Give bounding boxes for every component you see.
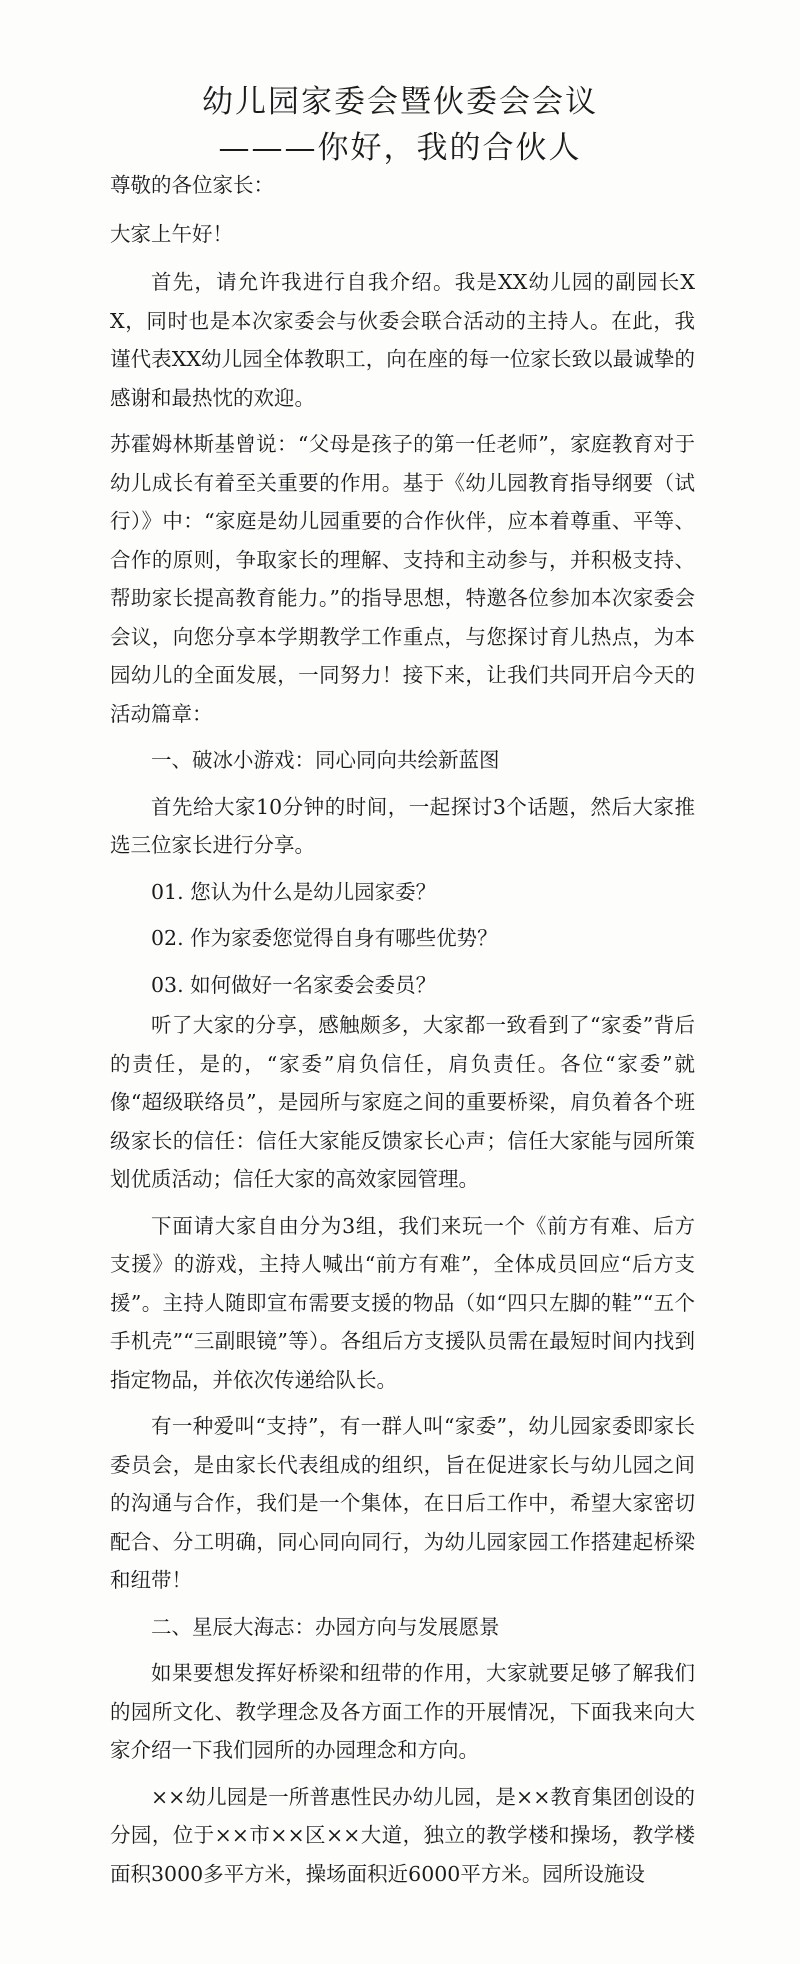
document-subtitle: ———你好，我的合伙人: [218, 130, 582, 166]
paragraph-school-intro: ××幼儿园是一所普惠性民办幼儿园，是××教育集团创设的分园，位于××市××区××大道，独立的教学楼和操场，教学楼面积3000多平方米，操场面积近6000平方米。园所设施设: [110, 1784, 695, 1886]
section-heading-2: 二、星辰大海志：办园方向与发展愿景: [151, 1614, 500, 1639]
paragraph-quote: 苏霍姆林斯基曾说：“父母是孩子的第一任老师”，家庭教育对于幼儿成长有着至关重要的作用。基于《幼儿园教育指导纲要（试行）》中：“家庭是幼儿园重要的合作伙伴，应本着尊重、平等、合作的原则，争取家长的理解、支持和主动参与，并积极支持、帮助家长提高教育能力。”的指导思想，特邀各位参加本次家委会会议，向您分享本学期教学工作重点，与您探讨育儿热点，为本园幼儿的全面发展，一同努力！接下来，让我们共同开启今天的活动篇章：: [110, 432, 695, 726]
greeting: 大家上午好！: [110, 221, 233, 246]
section-heading-1: 一、破冰小游戏：同心同向共绘新蓝图: [151, 748, 500, 772]
paragraph-support: 有一种爱叫“支持”，有一群人叫“家委”，幼儿园家委即家长委员会，是由家长代表组成的组织，旨在促进家长与幼儿园之间的沟通与合作，我们是一个集体，在日后工作中，希望大家密切配合、分工明确，同心同向同行，为幼儿园家园工作搭建起桥梁和纽带！: [110, 1414, 695, 1592]
topic-item-1: 01. 您认为什么是幼儿园家委？: [151, 879, 437, 904]
paragraph-bridge: 如果要想发挥好桥梁和纽带的作用，大家就要足够了解我们的园所文化、教学理念及各方面工作的开展情况，下面我来向大家介绍一下我们园所的办园理念和方向。: [110, 1661, 695, 1762]
document-title: 幼儿园家委会暨伙委会会议: [202, 84, 598, 120]
paragraph-intro: 首先，请允许我进行自我介绍。我是XX幼儿园的副园长XX，同时也是本次家委会与伙委会联合活动的主持人。在此，我谨代表XX幼儿园全体教职工，向在座的每一位家长致以最诚挚的感谢和最热忱的欢迎。: [110, 270, 695, 410]
paragraph-game-rules: 下面请大家自由分为3组，我们来玩一个《前方有难、后方支援》的游戏，主持人喊出“前方有难”，全体成员回应“后方支援”。主持人随即宣布需要支援的物品（如“四只左脚的鞋”“五个手机壳”“三副眼镜”等）。各组后方支援队员需在最短时间内找到指定物品，并依次传递给队长。: [110, 1213, 695, 1392]
topic-item-3: 03. 如何做好一名家委会委员？: [151, 972, 437, 997]
paragraph-game-intro: 首先给大家10分钟的时间，一起探讨3个话题，然后大家推选三位家长进行分享。: [110, 794, 695, 857]
paragraph-sharing: 听了大家的分享，感触颇多，大家都一致看到了“家委”背后的责任，是的，“家委”肩负信任，肩负责任。各位“家委”就像“超级联络员”，是园所与家庭之间的重要桥梁，肩负着各个班级家长的信任：信任大家能反馈家长心声；信任大家能与园所策划优质活动；信任大家的高效家园管理。: [110, 1013, 695, 1191]
document-body: [110, 166, 695, 1901]
topic-item-2: 02. 作为家委您觉得自身有哪些优势？: [151, 926, 498, 950]
salutation: 尊敬的各位家长：: [110, 173, 274, 197]
